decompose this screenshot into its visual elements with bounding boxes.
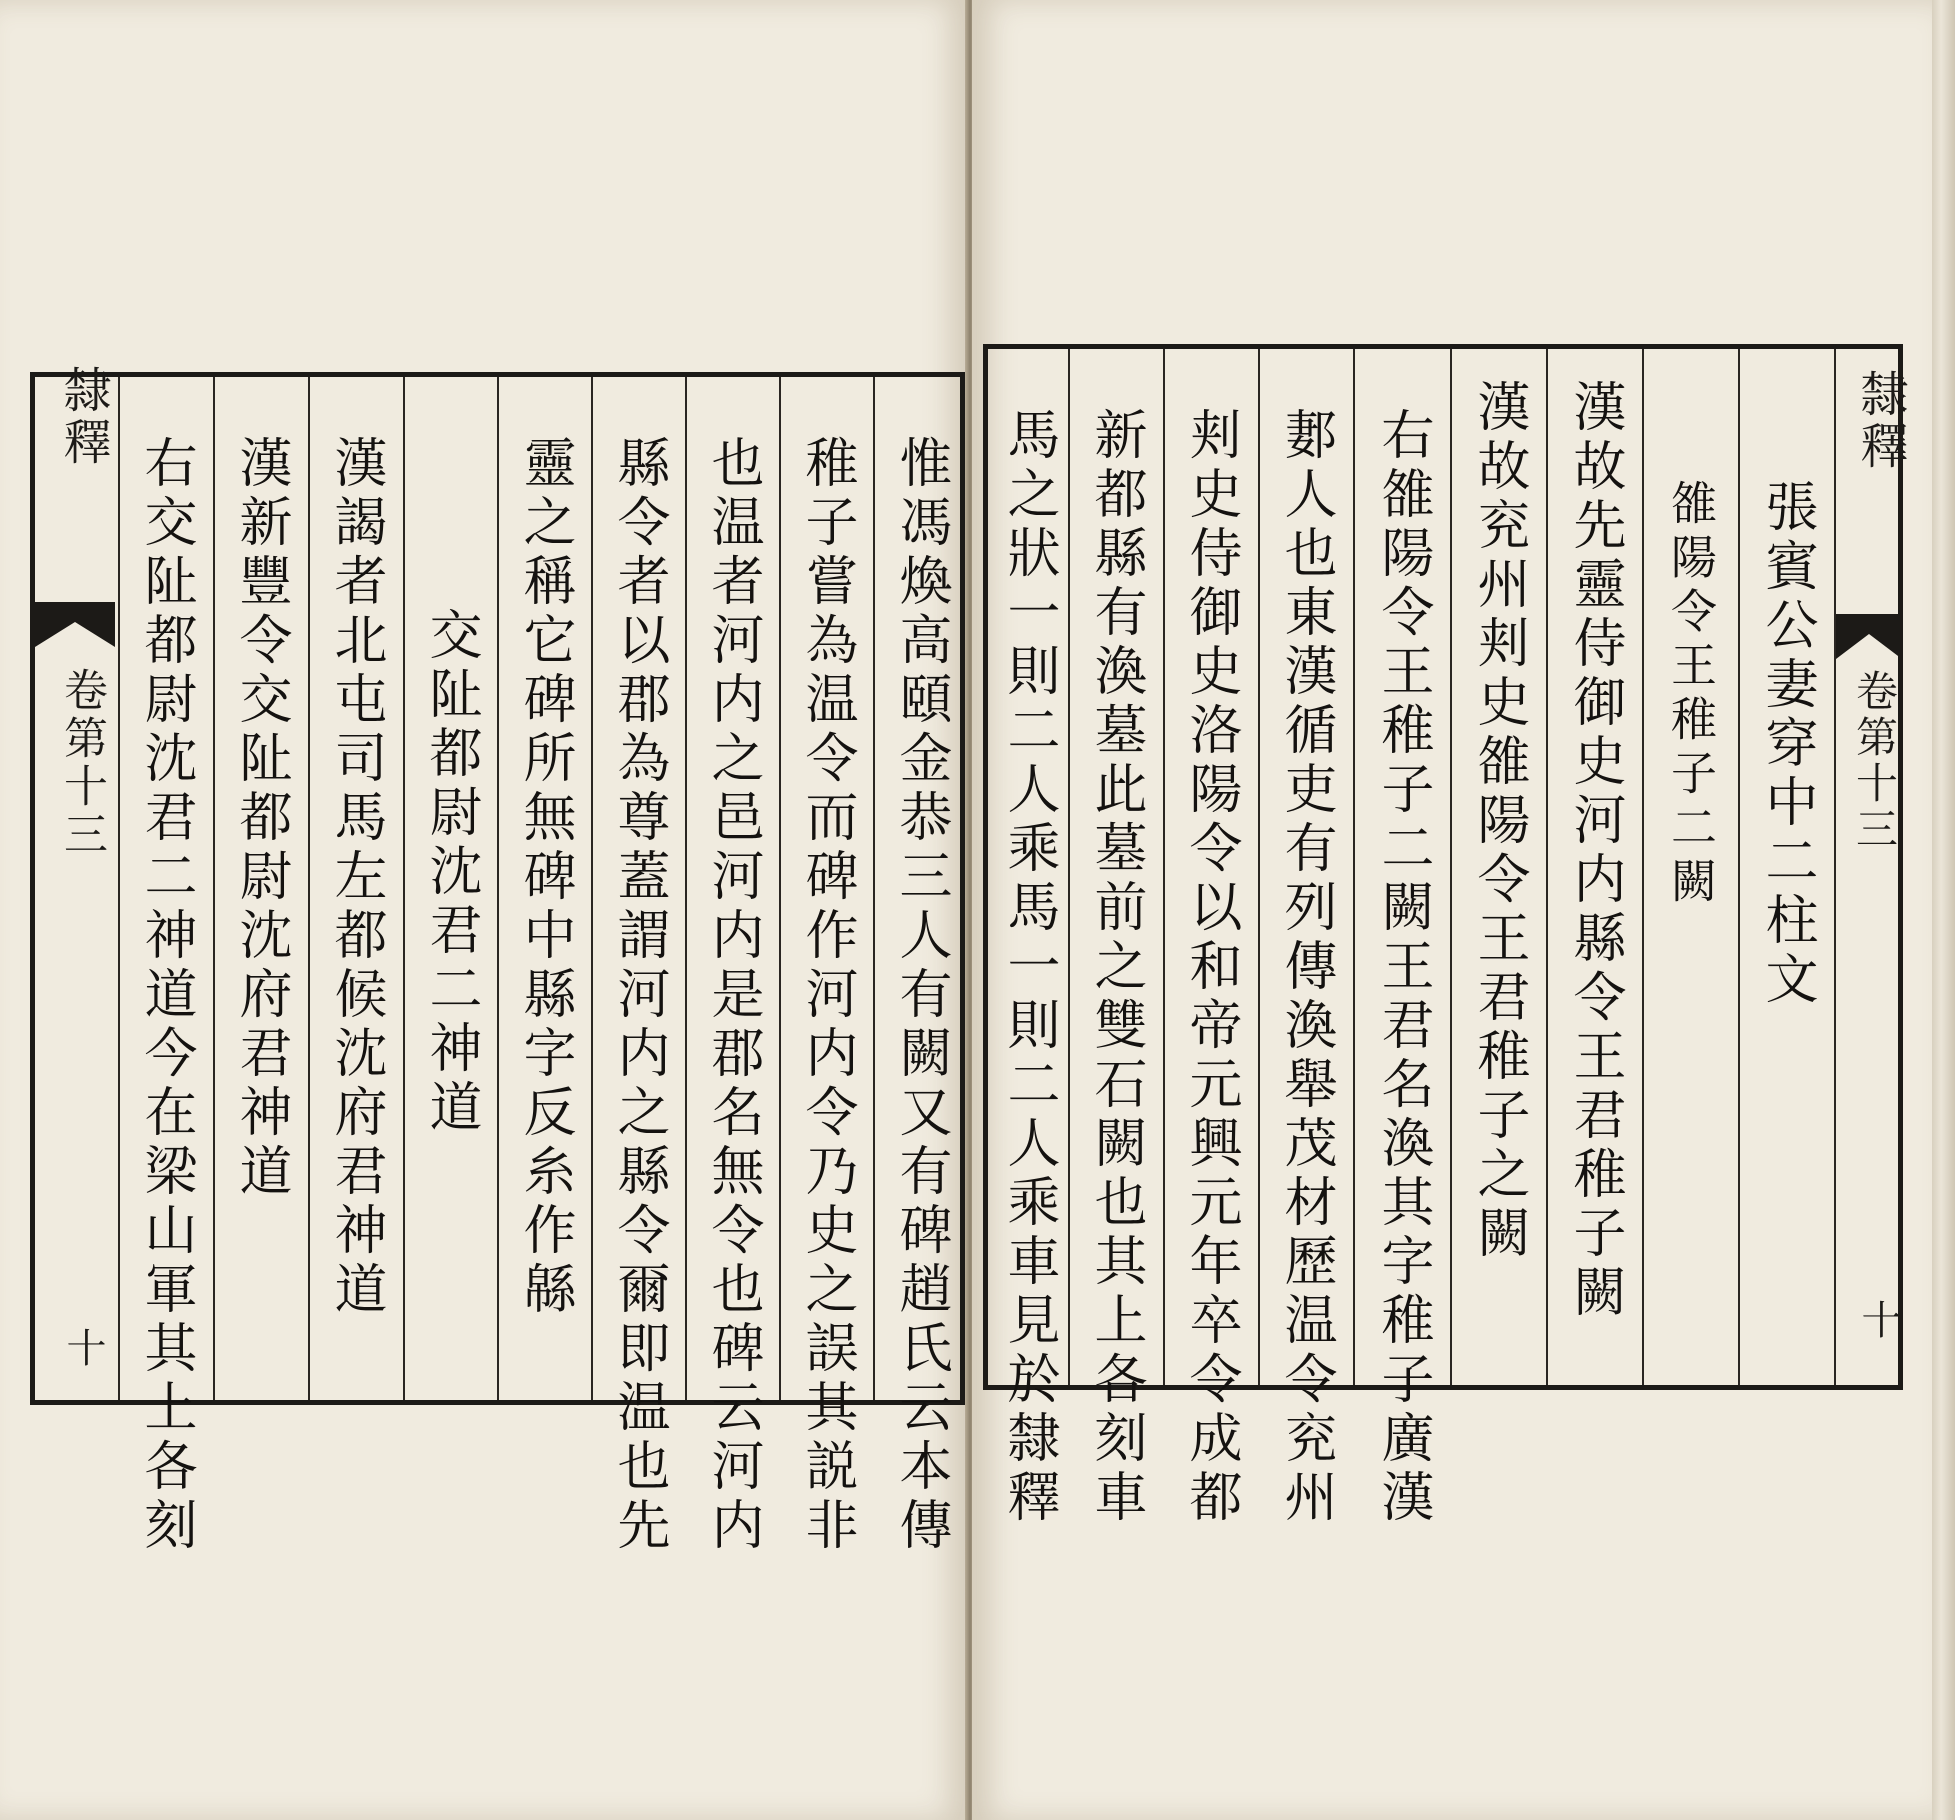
column-rule	[1642, 349, 1644, 1385]
text-column: 惟馮煥高頤金恭三人有闕又有碑趙氏云本傳	[891, 435, 952, 1556]
text-column: 漢故兖州刾史雒陽令王君稚子之闕	[1469, 379, 1530, 1264]
column-rule	[685, 377, 687, 1400]
text-column: 右交阯都尉沈君二神道今在梁山軍其上各刻	[136, 435, 197, 1556]
left-folio-number: 十	[60, 1327, 106, 1367]
column-rule	[118, 377, 120, 1400]
text-column: 稚子嘗為温令而碑作河内令乃史之誤其説非	[797, 435, 858, 1556]
left-text-frame	[30, 365, 965, 1556]
right-margin-band	[1836, 349, 1908, 1372]
column-rule	[1738, 349, 1740, 1385]
text-column: 靈之稱它碑所無碑中縣字反糸作緜	[515, 435, 576, 1320]
fish-tail-mark-icon	[1836, 614, 1902, 669]
fish-tail-mark-icon	[35, 602, 115, 657]
text-column: 漢謁者北屯司馬左都候沈府君神道	[326, 435, 387, 1320]
text-column: 漢故先靈侍御史河内縣令王君稚子闕	[1565, 379, 1626, 1323]
right-page	[972, 0, 1932, 1820]
left-margin-volume: 卷第十三	[56, 667, 107, 859]
left-margin-title: 隸釋	[55, 365, 111, 469]
text-column: 漢新豐令交阯都尉沈府君神道	[231, 435, 292, 1202]
column-rule	[213, 377, 215, 1400]
column-rule	[873, 377, 875, 1400]
page-edge	[1932, 0, 1955, 1820]
column-rule	[1353, 349, 1355, 1385]
right-folio-number: 十	[1855, 1299, 1901, 1339]
column-rule	[591, 377, 593, 1400]
left-margin-band	[35, 365, 118, 1400]
left-page	[0, 0, 968, 1820]
text-column: 新都縣有渙墓此墓前之雙石闕也其上各刻車	[1086, 407, 1147, 1528]
text-column: 張賓公妻穿中二柱文	[1757, 479, 1818, 1010]
text-column: 馬之狀一則二人乘馬一則二人乘車見於隸釋	[999, 407, 1060, 1528]
right-text-frame	[983, 344, 1908, 1528]
right-margin-volume: 卷第十三	[1850, 669, 1899, 853]
text-column: 也温者河内之邑河内是郡名無令也碑云河内	[703, 435, 764, 1556]
column-rule	[1450, 349, 1452, 1385]
column-rule	[497, 377, 499, 1400]
right-margin-title: 隸釋	[1852, 369, 1908, 473]
text-column: 右雒陽令王稚子二闕王君名渙其字稚子廣漢	[1373, 407, 1434, 1528]
text-column: 交阯都尉沈君二神道	[421, 607, 482, 1138]
column-rule	[1546, 349, 1548, 1385]
column-rule	[1163, 349, 1165, 1385]
text-column: 縣令者以郡為尊蓋謂河内之縣令爾即温也先	[609, 435, 670, 1556]
column-rule	[403, 377, 405, 1400]
text-column: 郪人也東漢循吏有列傳渙舉茂材歷温令兖州	[1276, 407, 1337, 1528]
column-rule	[779, 377, 781, 1400]
column-rule	[308, 377, 310, 1400]
text-column: 刾史侍御史洛陽令以和帝元興元年卒令成都	[1181, 407, 1242, 1528]
column-rule	[1258, 349, 1260, 1385]
text-column: 雒陽令王稚子二闕	[1664, 479, 1718, 911]
